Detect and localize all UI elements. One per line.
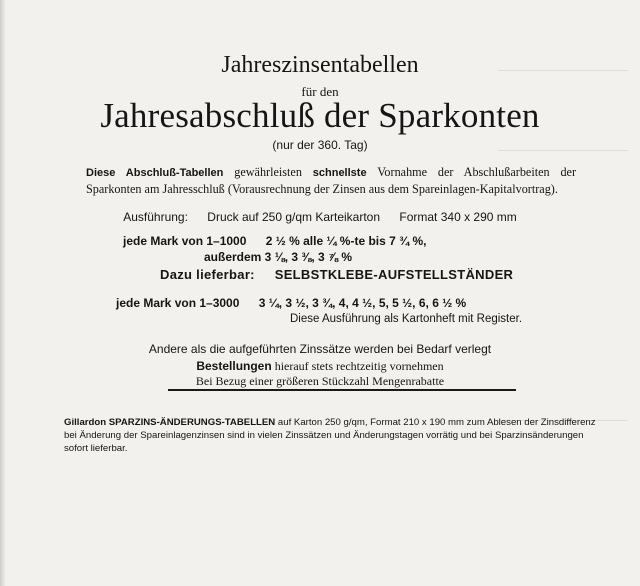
variant1-rates: 2 ½ % alle ¼ %-te bis 7 ¾ %, bbox=[265, 234, 427, 248]
accessory-item: SELBSTKLEBE-AUFSTELLSTÄNDER bbox=[274, 267, 514, 282]
variant2-format-note: Diese Ausführung als Kartonheft mit Register. bbox=[290, 313, 523, 325]
accessory-label: Dazu lieferbar: bbox=[160, 267, 255, 282]
accessory-line bbox=[160, 267, 513, 282]
notes-line-3: Bei Bezug einer größeren Stückzahl Mengenrabatte bbox=[195, 374, 445, 388]
variant1-range: jede Mark von 1–1000 bbox=[123, 234, 247, 248]
execution-text: Druck auf 250 g/qm Karteikarton bbox=[207, 210, 381, 224]
execution-format: Format 340 x 290 mm bbox=[399, 210, 517, 224]
notes-line-2 bbox=[0, 359, 640, 374]
page-title: Jahresabschluß der Sparkonten bbox=[100, 96, 540, 135]
execution-label: Ausführung: bbox=[123, 210, 188, 224]
footer-paragraph bbox=[64, 416, 604, 455]
notes-line-1: Andere als die aufgeführten Zinssätze werden bei Bedarf verlegt bbox=[148, 342, 492, 356]
variant2-range: jede Mark von 1–3000 bbox=[116, 296, 240, 310]
notes-orders-text: hierauf stets rechtzeitig vornehmen bbox=[271, 359, 444, 373]
intro-paragraph bbox=[86, 164, 576, 197]
variant1-extra: außerdem 3 ⅛, 3 ⅜, 3 ⅞ % bbox=[204, 250, 353, 264]
intro-text-1: gewährleisten bbox=[223, 165, 313, 179]
notes-orders: Bestellungen bbox=[196, 359, 272, 373]
divider-rule bbox=[168, 389, 516, 391]
intro-emphasis: schnellste bbox=[312, 167, 367, 179]
heading-line-2: für den bbox=[301, 84, 339, 99]
footer-text: auf Karton 250 g/qm, Format 210 x 190 mm zum Ablesen der Zinsdifferenz bei Änderung der Spareinlagenzinsen sind in vielen Zinssätzen und Änderungstagen vorrätig und bei Sparzinsänderungen sofort lieferbar. bbox=[64, 417, 596, 454]
intro-text-2: Vornahme der Abschlußarbeiten der Sparkonten am Jahresschluß (Vorausrechnung der Zinsen aus dem Spareinlagen-Kapitalvortrag). bbox=[86, 165, 577, 196]
variant2-line bbox=[116, 296, 466, 310]
heading-note: (nur der 360. Tag) bbox=[272, 138, 368, 152]
footer-brand: Gillardon SPARZINS-ÄNDERUNGS-TABELLEN bbox=[64, 417, 276, 428]
variant2-rates: 3 ¼, 3 ½, 3 ¾, 4, 4 ½, 5, 5 ½, 6, 6 ½ % bbox=[258, 296, 467, 310]
variant1-line bbox=[123, 234, 427, 248]
heading-line-1: Jahreszinsentabellen bbox=[221, 52, 419, 78]
intro-product-name: Diese Abschluß-Tabellen bbox=[86, 167, 224, 179]
execution-line bbox=[0, 210, 640, 224]
